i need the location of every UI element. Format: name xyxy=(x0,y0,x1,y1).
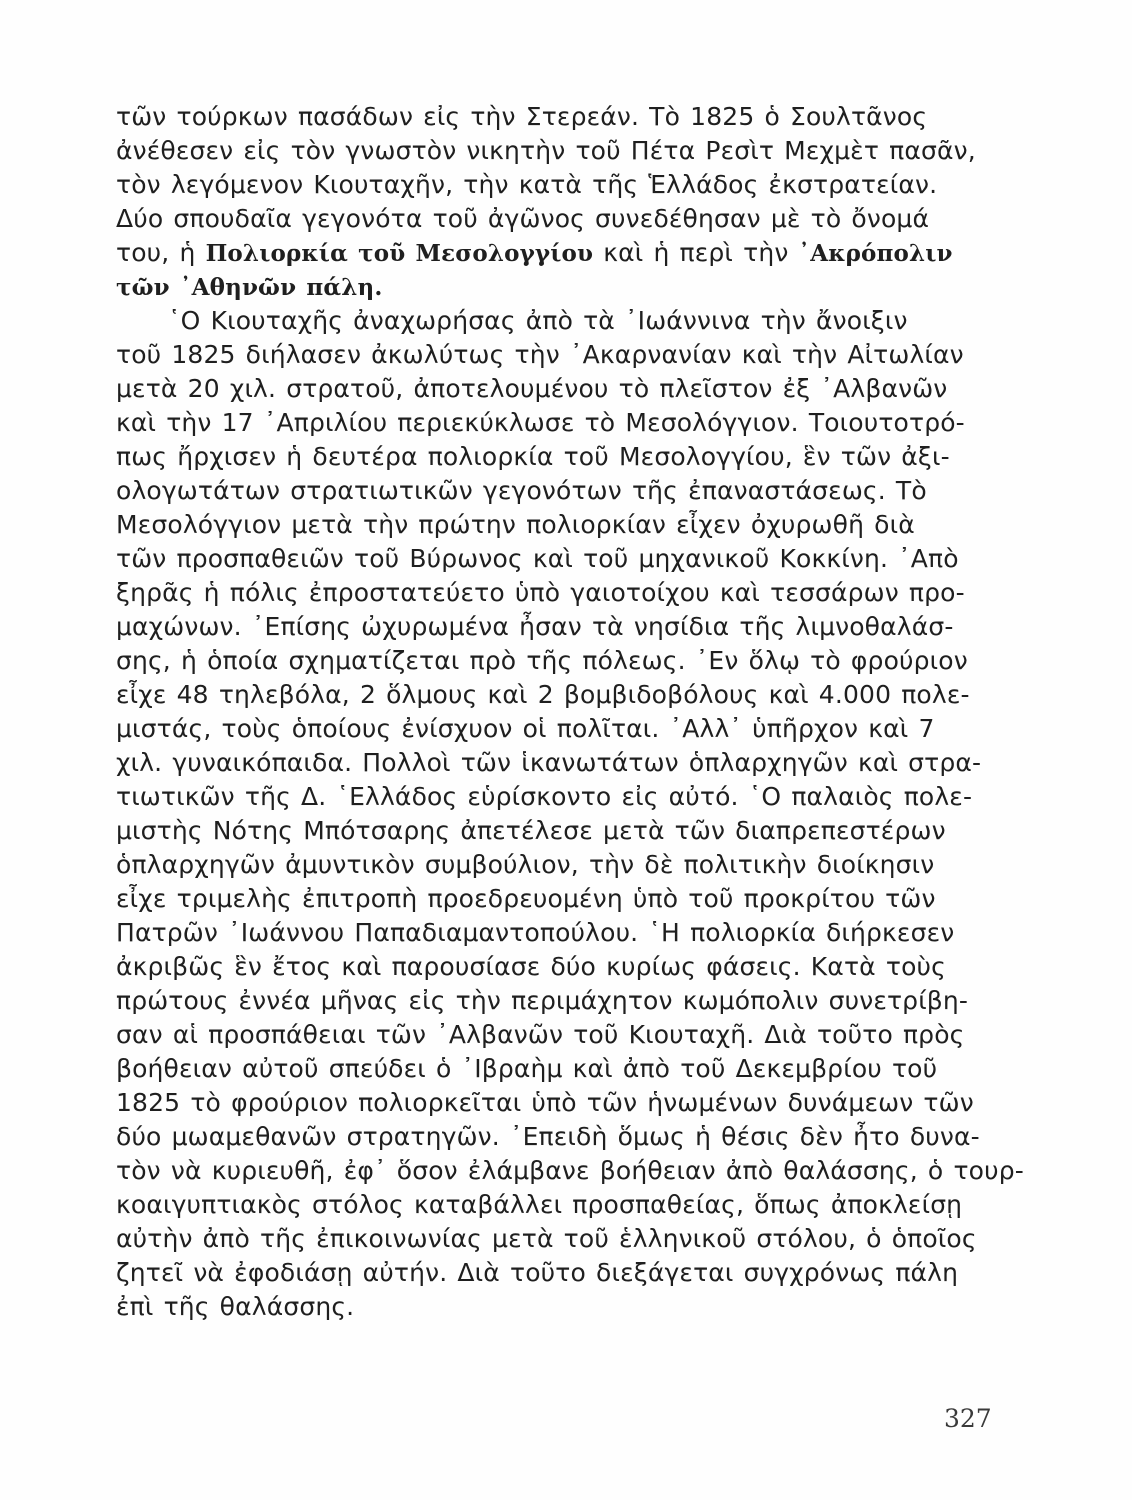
text-line xyxy=(116,338,986,372)
text-segment: μετὰ 20 χιλ. στρατοῦ, ἀποτελουμένου τὸ πλεῖστον ἐξ ᾿Αλβανῶν xyxy=(116,374,948,403)
text-line xyxy=(116,1256,986,1290)
text-line xyxy=(116,780,986,814)
paragraph-start-line xyxy=(116,304,986,338)
text-line xyxy=(116,202,986,236)
text-line xyxy=(116,270,986,304)
bold-heading-athens-struggle: τῶν ᾿Αθηνῶν πάλη xyxy=(116,274,375,301)
text-segment: τὸν νὰ κυριευθῆ, ἐφ᾿ ὅσον ἐλάμβανε βοήθειαν ἀπὸ θαλάσσης, ὁ τουρ- xyxy=(116,1156,1024,1185)
text-segment: χιλ. γυναικόπαιδα. Πολλοὶ τῶν ἱκανωτάτων ὁπλαρχηγῶν καὶ στρα- xyxy=(116,748,982,777)
text-line xyxy=(116,1290,986,1324)
text-segment: μιστὴς Νότης Μπότσαρης ἀπετέλεσε μετὰ τῶν διαπρεπεστέρων xyxy=(116,816,946,845)
text-segment: καὶ τὴν 17 ᾿Απριλίου περιεκύκλωσε τὸ Μεσολόγγιον. Τοιουτοτρό- xyxy=(116,408,965,437)
text-line xyxy=(116,440,986,474)
text-segment: ζητεῖ νὰ ἐφοδιάσῃ αὐτήν. Διὰ τοῦτο διεξάγεται συγχρόνως πάλη xyxy=(116,1258,959,1287)
text-line xyxy=(116,746,986,780)
text-segment: . xyxy=(374,274,383,301)
text-line xyxy=(116,712,986,746)
text-segment: ῾Ο Κιουταχῆς ἀναχωρήσας ἀπὸ τὰ ᾿Ιωάννινα τὴν ἄνοιξιν xyxy=(168,306,908,335)
text-line xyxy=(116,1222,986,1256)
text-segment: ξηρᾶς ἡ πόλις ἐπροστατεύετο ὑπὸ γαιοτοίχου καὶ τεσσάρων προ- xyxy=(116,578,965,607)
text-line xyxy=(116,678,986,712)
text-line xyxy=(116,134,986,168)
text-line xyxy=(116,168,986,202)
text-segment: τῶν προσπαθειῶν τοῦ Βύρωνος καὶ τοῦ μηχανικοῦ Κοκκίνη. ᾿Απὸ xyxy=(116,544,959,573)
text-line xyxy=(116,1052,986,1086)
text-segment: πρώτους ἐννέα μῆνας εἰς τὴν περιμάχητον κωμόπολιν συνετρίβη- xyxy=(116,986,969,1015)
text-segment: Δύο σπουδαῖα γεγονότα τοῦ ἀγῶνος συνεδέθησαν μὲ τὸ ὄνομά xyxy=(116,204,930,233)
text-segment: τὸν λεγόμενον Κιουταχῆν, τὴν κατὰ τῆς Ἑλλάδος ἐκστρατείαν. xyxy=(116,170,938,199)
text-segment: του, ἡ xyxy=(116,238,206,267)
text-line xyxy=(116,984,986,1018)
bold-heading-siege-of-mesolonghi: Πολιορκία τοῦ Μεσολογγίου xyxy=(205,240,594,267)
text-segment: πως ἤρχισεν ἡ δευτέρα πολιορκία τοῦ Μεσολογγίου, ἓν τῶν ἀξι- xyxy=(116,442,950,471)
text-segment: εἶχε 48 τηλεβόλα, 2 ὅλμους καὶ 2 βομβιδοβόλους καὶ 4.000 πολε- xyxy=(116,680,970,709)
bold-heading-acropolis: ᾿Ακρόπολιν xyxy=(798,240,953,267)
text-line xyxy=(116,1188,986,1222)
text-line xyxy=(116,1154,1024,1188)
text-line xyxy=(116,576,986,610)
text-segment: ἀκριβῶς ἓν ἔτος καὶ παρουσίασε δύο κυρίως φάσεις. Κατὰ τοὺς xyxy=(116,952,946,981)
text-segment: τῶν τούρκων πασάδων εἰς τὴν Στερεάν. Τὸ 1825 ὁ Σουλτᾶνος xyxy=(116,102,928,131)
text-segment: σης, ἡ ὁποία σχηματίζεται πρὸ τῆς πόλεως. ᾿Εν ὅλῳ τὸ φρούριον xyxy=(116,646,968,675)
text-line xyxy=(116,848,986,882)
text-segment: ἐπὶ τῆς θαλάσσης. xyxy=(116,1292,355,1321)
text-line xyxy=(116,1018,986,1052)
text-line xyxy=(116,644,986,678)
text-segment: σαν αἱ προσπάθειαι τῶν ᾿Αλβανῶν τοῦ Κιουταχῆ. Διὰ τοῦτο πρὸς xyxy=(116,1020,965,1049)
text-segment: Πατρῶν ᾿Ιωάννου Παπαδιαμαντοπούλου. ῾Η πολιορκία διήρκεσεν xyxy=(116,918,955,947)
text-segment: μαχώνων. ᾿Επίσης ὠχυρωμένα ἦσαν τὰ νησίδια τῆς λιμνοθαλάσ- xyxy=(116,612,954,641)
text-segment: ολογωτάτων στρατιωτικῶν γεγονότων τῆς ἐπαναστάσεως. Τὸ xyxy=(116,476,927,505)
text-segment: βοήθειαν αὐτοῦ σπεύδει ὁ ᾿Ιβραὴμ καὶ ἀπὸ τοῦ Δεκεμβρίου τοῦ xyxy=(116,1054,938,1083)
text-segment: ἀνέθεσεν εἰς τὸν γνωστὸν νικητὴν τοῦ Πέτα Ρεσὶτ Μεχμὲτ πασᾶν, xyxy=(116,136,976,165)
text-line xyxy=(116,508,986,542)
text-segment: καὶ ἡ περὶ τὴν xyxy=(593,238,799,267)
text-line xyxy=(116,100,986,134)
text-segment: εἶχε τριμελὴς ἐπιτροπὴ προεδρευομένη ὑπὸ τοῦ προκρίτου τῶν xyxy=(116,884,936,913)
text-line xyxy=(116,372,986,406)
text-segment: κοαιγυπτιακὸς στόλος καταβάλλει προσπαθείας, ὅπως ἀποκλείσῃ xyxy=(116,1190,963,1219)
text-line xyxy=(116,916,986,950)
text-segment: ὁπλαρχηγῶν ἀμυντικὸν συμβούλιον, τὴν δὲ πολιτικὴν διοίκησιν xyxy=(116,850,935,879)
text-line xyxy=(116,406,986,440)
text-line xyxy=(116,1120,986,1154)
text-line xyxy=(116,236,986,270)
text-segment: μιστάς, τοὺς ὁποίους ἐνίσχυον οἱ πολῖται. ᾿Αλλ᾿ ὑπῆρχον καὶ 7 xyxy=(116,714,935,743)
text-line xyxy=(116,542,986,576)
text-line xyxy=(116,474,986,508)
text-line xyxy=(116,814,986,848)
text-segment: δύο μωαμεθανῶν στρατηγῶν. ᾿Επειδὴ ὅμως ἡ θέσις δὲν ἦτο δυνα- xyxy=(116,1122,980,1151)
text-line xyxy=(116,882,986,916)
body-text xyxy=(116,100,1024,1324)
text-segment: τιωτικῶν τῆς Δ. ῾Ελλάδος εὑρίσκοντο εἰς αὐτό. ῾Ο παλαιὸς πολε- xyxy=(116,782,973,811)
page-number: 327 xyxy=(944,1404,992,1433)
text-segment: αὐτὴν ἀπὸ τῆς ἐπικοινωνίας μετὰ τοῦ ἑλληνικοῦ στόλου, ὁ ὁποῖος xyxy=(116,1224,977,1253)
text-line xyxy=(116,950,986,984)
text-line xyxy=(116,610,986,644)
text-line xyxy=(116,1086,986,1120)
text-segment: 1825 τὸ φρούριον πολιορκεῖται ὑπὸ τῶν ἡνωμένων δυνάμεων τῶν xyxy=(116,1088,974,1117)
text-segment: Μεσολόγγιον μετὰ τὴν πρώτην πολιορκίαν εἶχεν ὀχυρωθῆ διὰ xyxy=(116,510,915,539)
text-segment: τοῦ 1825 διήλασεν ἀκωλύτως τὴν ᾿Ακαρνανίαν καὶ τὴν Αἰτωλίαν xyxy=(116,340,964,369)
